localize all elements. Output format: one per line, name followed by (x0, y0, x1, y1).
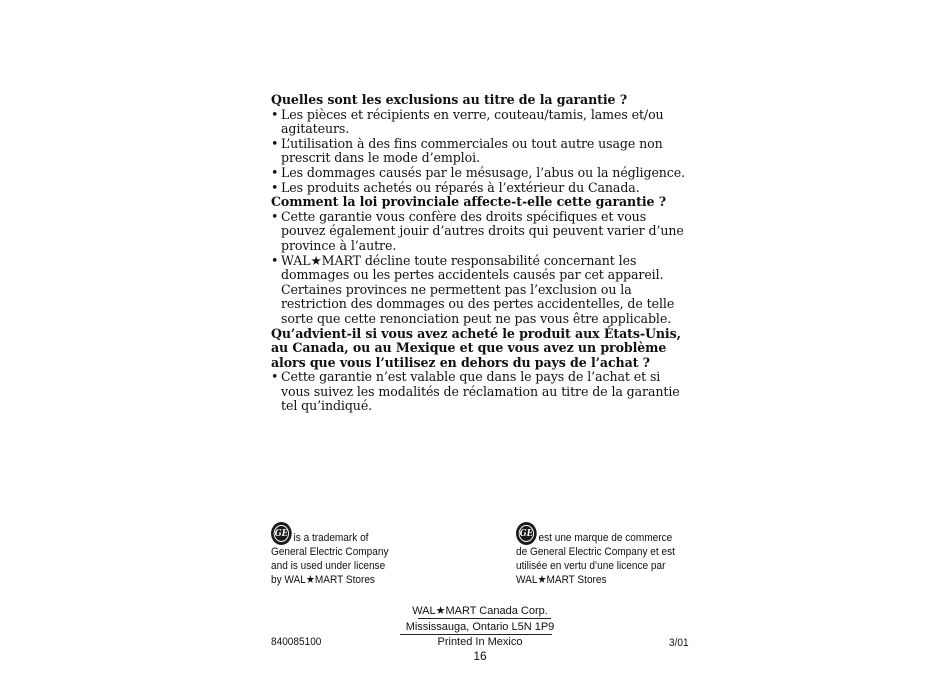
warranty-text (271, 93, 691, 414)
purchase-country-list (271, 370, 691, 414)
trademark-text-line: General Electric Company (271, 546, 389, 558)
list-item: • Les produits achetés ou réparés à l’extérieur du Canada. (271, 181, 691, 196)
provincial-law-list (271, 210, 691, 327)
list-item: • Cette garantie n’est valable que dans le pays de l’achat et si vous suivez les modalités de réclamation au titre de la garantie tel qu’indiqué. (271, 370, 691, 414)
part-number: 840085100 (271, 636, 322, 648)
ge-logo-icon (271, 522, 292, 545)
trademark-line (516, 522, 696, 545)
printed-in: Printed In Mexico (437, 636, 523, 648)
section-heading-purchase-country: Qu’advient-il si vous avez acheté le produit aux États-Unis, au Canada, ou au Mexique et que vous avez un problème alors que vous l’utilisez en dehors du pays de l’achat ? (271, 325, 681, 370)
trademark-text-line: utilisée en vertu d’une licence par (516, 560, 666, 572)
trademark-text-line: by WAL★MART Stores (271, 574, 375, 586)
logo-text: GE (519, 529, 533, 539)
list-item: • Les dommages causés par le mésusage, l’abus ou la négligence. (271, 166, 691, 181)
divider-top (418, 618, 551, 619)
list-item: • L’utilisation à des fins commerciales ou tout autre usage non prescrit dans le mode d’emploi. (271, 137, 691, 166)
list-item: • WAL★MART décline toute responsabilité concernant les dommages ou les pertes accidentels causés par cet appareil. Certaines provinces ne permettent pas l’exclusion ou la restriction des dommages ou des pertes accidentelles, de telle sorte que cette renonciation peut ne pas vous être applicable. (271, 254, 691, 327)
trademark-text-line: WAL★MART Stores (516, 574, 607, 586)
list-item: • Cette garantie vous confère des droits spécifiques et vous pouvez également jouir d’autres droits qui peuvent varier d’une province à l’autre. (271, 210, 691, 254)
print-date: 3/01 (669, 637, 689, 649)
trademark-text-line: is a trademark of (293, 532, 369, 544)
list-item: • Les pièces et récipients en verre, couteau/tamis, lames et/ou agitateurs. (271, 108, 691, 137)
logo-text: GE (274, 529, 288, 539)
trademark-text-line: est une marque de commerce (538, 532, 673, 544)
company-name: WAL★MART Canada Corp. (412, 605, 548, 617)
trademark-notice-french (516, 522, 696, 587)
ge-logo-icon (516, 522, 537, 545)
section-heading-exclusions: Quelles sont les exclusions au titre de la garantie ? (271, 92, 628, 107)
company-address: Mississauga, Ontario L5N 1P9 (405, 621, 555, 633)
trademark-text-line: de General Electric Company et est (516, 546, 675, 558)
trademark-line (271, 522, 424, 545)
exclusions-list (271, 108, 691, 196)
divider-bottom (400, 634, 552, 635)
section-heading-provincial-law: Comment la loi provinciale affecte-t-elle cette garantie ? (271, 194, 666, 210)
trademark-text-line: and is used under license (271, 560, 386, 572)
trademark-notice-english (271, 522, 424, 587)
page-number: 16 (473, 649, 487, 663)
